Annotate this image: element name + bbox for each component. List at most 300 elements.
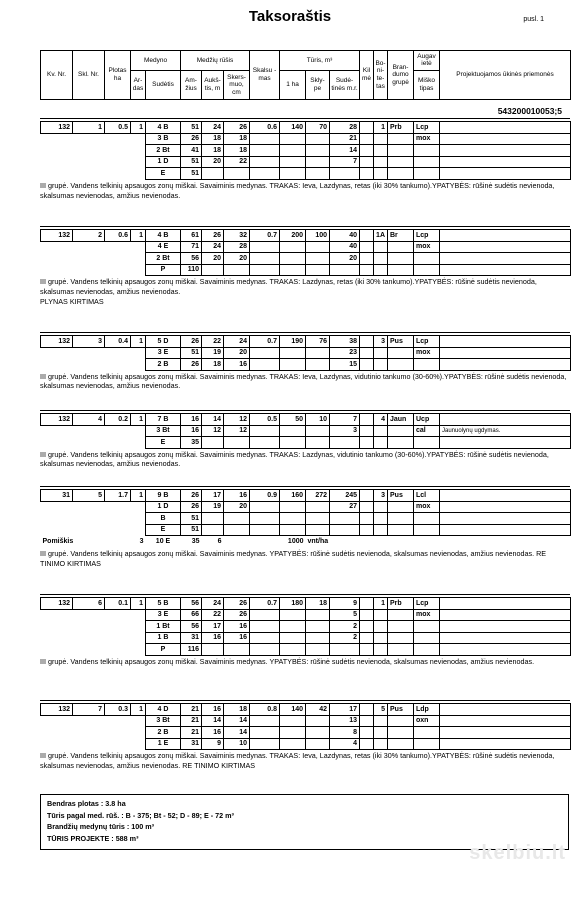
- table-cell: 1 Bt: [146, 621, 181, 633]
- table-cell: [388, 133, 414, 145]
- table-cell: [360, 133, 374, 145]
- table-cell: [306, 437, 330, 449]
- table-cell: 0.3: [105, 704, 131, 716]
- stand-table: [40, 335, 571, 371]
- table-cell: [41, 644, 73, 656]
- stand-table: [40, 597, 571, 656]
- table-cell: [224, 437, 250, 449]
- table-cell: [440, 598, 571, 610]
- table-cell: 3 B: [146, 133, 181, 145]
- table-cell: [280, 437, 306, 449]
- table-cell: [250, 727, 280, 739]
- table-cell: E: [146, 168, 181, 180]
- table-cell: 26: [181, 133, 202, 145]
- hdr-sudetis: Sudėtis: [146, 70, 181, 99]
- table-cell: 1: [131, 490, 146, 502]
- table-cell: [360, 168, 374, 180]
- table-cell: 0.7: [250, 230, 280, 242]
- table-cell: 7: [330, 156, 360, 168]
- table-cell: [202, 644, 224, 656]
- table-cell: [306, 264, 330, 276]
- table-cell: [388, 264, 414, 276]
- hdr-amzius: Am-žius: [181, 70, 202, 99]
- table-cell: 26: [224, 598, 250, 610]
- table-cell: 110: [181, 264, 202, 276]
- table-cell: [374, 156, 388, 168]
- table-cell: [414, 727, 440, 739]
- table-cell: [224, 168, 250, 180]
- table-cell: [306, 632, 330, 644]
- table-cell: [440, 704, 571, 716]
- table-cell: [131, 241, 146, 253]
- table-cell: 26: [181, 359, 202, 371]
- table-cell: [105, 715, 131, 727]
- table-cell: [73, 156, 105, 168]
- table-cell: [360, 122, 374, 134]
- table-row: [41, 598, 571, 610]
- table-cell: 20: [202, 156, 224, 168]
- table-cell: [374, 501, 388, 513]
- table-cell: 18: [202, 359, 224, 371]
- table-cell: [388, 425, 414, 437]
- table-cell: E: [146, 437, 181, 449]
- table-cell: 2 B: [146, 359, 181, 371]
- table-cell: [306, 715, 330, 727]
- table-cell: [41, 241, 73, 253]
- table-cell: [131, 644, 146, 656]
- table-cell: [374, 727, 388, 739]
- table-cell: 5 B: [146, 598, 181, 610]
- table-cell: [330, 168, 360, 180]
- table-cell: [414, 145, 440, 157]
- table-cell: 9: [330, 598, 360, 610]
- table-cell: 16: [202, 704, 224, 716]
- table-cell: 0.2: [105, 414, 131, 426]
- table-cell: 0.6: [105, 230, 131, 242]
- table-cell: Ldp: [414, 704, 440, 716]
- table-cell: [131, 513, 146, 525]
- table-cell: [280, 513, 306, 525]
- table-cell: 0.6: [250, 122, 280, 134]
- table-cell: [388, 253, 414, 265]
- table-cell: [440, 241, 571, 253]
- table-cell: [131, 632, 146, 644]
- table-cell: 1.7: [105, 490, 131, 502]
- pomiskis-cell: 35: [191, 537, 200, 545]
- table-cell: [250, 133, 280, 145]
- table-cell: [388, 609, 414, 621]
- table-cell: 4 D: [146, 704, 181, 716]
- table-cell: [131, 609, 146, 621]
- table-cell: 18: [306, 598, 330, 610]
- table-cell: 31: [181, 632, 202, 644]
- table-row: [41, 738, 571, 750]
- table-cell: 18: [202, 133, 224, 145]
- table-row: [41, 727, 571, 739]
- table-cell: 3: [374, 490, 388, 502]
- table-cell: [360, 264, 374, 276]
- table-cell: [360, 336, 374, 348]
- table-cell: [440, 347, 571, 359]
- table-cell: 116: [181, 644, 202, 656]
- table-cell: 132: [41, 336, 73, 348]
- table-row: [41, 704, 571, 716]
- table-cell: [41, 264, 73, 276]
- table-cell: [306, 359, 330, 371]
- table-cell: 190: [280, 336, 306, 348]
- table-cell: [374, 264, 388, 276]
- table-cell: 4: [330, 738, 360, 750]
- table-cell: [388, 145, 414, 157]
- table-cell: [280, 253, 306, 265]
- table-cell: [105, 264, 131, 276]
- table-cell: [388, 644, 414, 656]
- table-cell: 14: [330, 145, 360, 157]
- table-cell: 35: [181, 437, 202, 449]
- table-cell: Pus: [388, 704, 414, 716]
- table-cell: [131, 133, 146, 145]
- table-cell: 10: [224, 738, 250, 750]
- table-cell: [105, 513, 131, 525]
- table-cell: [41, 715, 73, 727]
- table-cell: [440, 513, 571, 525]
- table-cell: P: [146, 264, 181, 276]
- table-row: [41, 133, 571, 145]
- table-cell: [440, 230, 571, 242]
- hdr-kilme: Kil mė: [360, 51, 374, 100]
- table-cell: 14: [202, 715, 224, 727]
- table-cell: [440, 715, 571, 727]
- table-cell: [374, 168, 388, 180]
- hdr-medziu-rusis: Medžių rūšis: [181, 51, 250, 71]
- table-row: [41, 715, 571, 727]
- table-row: [41, 230, 571, 242]
- table-cell: [306, 609, 330, 621]
- table-cell: [73, 609, 105, 621]
- table-cell: 160: [280, 490, 306, 502]
- table-row: [41, 501, 571, 513]
- table-row: [41, 425, 571, 437]
- table-cell: 24: [224, 336, 250, 348]
- table-cell: [360, 704, 374, 716]
- table-cell: [360, 644, 374, 656]
- table-cell: [440, 609, 571, 621]
- table-cell: [131, 145, 146, 157]
- table-cell: [306, 133, 330, 145]
- table-cell: 20: [224, 501, 250, 513]
- table-cell: [440, 168, 571, 180]
- table-cell: [73, 501, 105, 513]
- table-cell: [330, 513, 360, 525]
- table-row: [41, 336, 571, 348]
- table-row: [41, 644, 571, 656]
- table-cell: [224, 524, 250, 536]
- table-row: [41, 241, 571, 253]
- summary-project-volume: TŪRIS PROJEKTE : 588 m³: [47, 833, 139, 843]
- table-cell: [414, 513, 440, 525]
- table-cell: oxn: [414, 715, 440, 727]
- block-separator: [40, 118, 570, 119]
- table-cell: 1 B: [146, 632, 181, 644]
- table-cell: [306, 738, 330, 750]
- table-cell: [131, 168, 146, 180]
- table-cell: [440, 644, 571, 656]
- table-cell: [250, 715, 280, 727]
- table-cell: 2: [330, 632, 360, 644]
- table-cell: 51: [181, 513, 202, 525]
- table-cell: [440, 336, 571, 348]
- table-cell: 26: [224, 122, 250, 134]
- stand-note: III grupė. Vandens telkinių apsaugos zonų miškai. Savaiminis medynas. TRAKAS: Ieva, Lazdynas, retas (iki 30% tankumo).YPATYBĖS: rūšinė sudėtis nevienoda, skalsumas nevienodas, amžius nevienodas. RE TINIMO KIRTIMAS: [40, 751, 555, 770]
- table-cell: [374, 347, 388, 359]
- table-cell: 26: [181, 336, 202, 348]
- table-cell: [41, 145, 73, 157]
- table-cell: B: [146, 513, 181, 525]
- table-cell: 3 Bt: [146, 715, 181, 727]
- table-cell: 1: [374, 598, 388, 610]
- table-cell: [131, 425, 146, 437]
- stand-note: III grupė. Vandens telkinių apsaugos zonų miškai. Savaiminis medynas. TRAKAS: Ieva, Lazdynas, vidutinio tankumo (30-60%).YPATYBĖS: rūšinė sudėtis nevienoda, skalsumas nevienodas, amžius nevienodas.: [40, 371, 567, 391]
- table-cell: [131, 437, 146, 449]
- table-cell: [280, 524, 306, 536]
- table-cell: [250, 738, 280, 750]
- table-cell: 5: [330, 609, 360, 621]
- table-cell: 40: [330, 241, 360, 253]
- table-cell: [250, 145, 280, 157]
- table-cell: [41, 738, 73, 750]
- table-cell: [41, 359, 73, 371]
- table-cell: 7: [330, 414, 360, 426]
- table-cell: 1 D: [146, 501, 181, 513]
- table-cell: [250, 632, 280, 644]
- table-cell: [306, 425, 330, 437]
- table-cell: Lcp: [414, 598, 440, 610]
- table-cell: 0.5: [105, 122, 131, 134]
- table-cell: [280, 738, 306, 750]
- table-cell: [374, 133, 388, 145]
- table-cell: 10: [306, 414, 330, 426]
- table-cell: 180: [280, 598, 306, 610]
- table-cell: [414, 359, 440, 371]
- table-cell: [105, 437, 131, 449]
- table-cell: [73, 133, 105, 145]
- table-cell: [41, 501, 73, 513]
- stand-note: III grupė. Vandens telkinių apsaugos zonų miškai. Savaiminis medynas. TRAKAS: Ieva, Lazdynas, retas (iki 30% tankumo).YPATYBĖS: rūšinė sudėtis nevienoda, skalsumas nevienodas, amžius nevienodas.: [40, 181, 555, 200]
- table-cell: 16: [224, 490, 250, 502]
- table-cell: 16: [224, 632, 250, 644]
- table-cell: 3 E: [146, 347, 181, 359]
- table-cell: [306, 644, 330, 656]
- table-cell: 132: [41, 704, 73, 716]
- table-cell: [440, 414, 571, 426]
- hdr-plotas: Plotas ha: [105, 51, 131, 100]
- table-cell: 2 Bt: [146, 145, 181, 157]
- table-cell: 12: [224, 425, 250, 437]
- table-cell: Pus: [388, 336, 414, 348]
- table-cell: 16: [202, 727, 224, 739]
- table-cell: [330, 437, 360, 449]
- table-cell: 1 E: [146, 738, 181, 750]
- table-cell: [105, 632, 131, 644]
- block-separator: [40, 700, 570, 701]
- table-cell: [440, 253, 571, 265]
- table-cell: Prb: [388, 122, 414, 134]
- table-cell: Prb: [388, 598, 414, 610]
- table-cell: [131, 253, 146, 265]
- hdr-augaviete: Augav ietė: [414, 51, 440, 71]
- table-cell: [414, 644, 440, 656]
- stand-note: III grupė. Vandens telkinių apsaugos zonų miškai. Savaiminis medynas. YPATYBĖS: rūšinė sudėtis nevienoda, skalsumas nevienodas, amžius nevienodas.: [40, 657, 535, 666]
- table-cell: [250, 609, 280, 621]
- table-cell: [202, 264, 224, 276]
- table-cell: 14: [224, 715, 250, 727]
- table-cell: [360, 524, 374, 536]
- table-cell: E: [146, 524, 181, 536]
- table-cell: mox: [414, 347, 440, 359]
- table-cell: 18: [224, 145, 250, 157]
- table-cell: mox: [414, 133, 440, 145]
- table-cell: [105, 644, 131, 656]
- table-cell: 14: [224, 727, 250, 739]
- table-cell: [388, 241, 414, 253]
- hdr-skl: Skl. Nr.: [73, 51, 105, 100]
- table-cell: 15: [330, 359, 360, 371]
- table-cell: [250, 621, 280, 633]
- table-cell: [360, 501, 374, 513]
- table-cell: 2 Bt: [146, 253, 181, 265]
- table-cell: [41, 609, 73, 621]
- table-cell: [73, 253, 105, 265]
- table-cell: 132: [41, 122, 73, 134]
- table-cell: [105, 145, 131, 157]
- pomiskis-cell: 3: [139, 537, 144, 545]
- table-cell: [388, 437, 414, 449]
- table-cell: 21: [181, 727, 202, 739]
- table-cell: [280, 644, 306, 656]
- table-cell: [105, 347, 131, 359]
- pomiskis-cell: 1000: [287, 537, 304, 545]
- table-cell: Lcl: [414, 490, 440, 502]
- table-cell: [280, 727, 306, 739]
- table-cell: 3: [330, 425, 360, 437]
- table-cell: 41: [181, 145, 202, 157]
- table-cell: [224, 264, 250, 276]
- table-cell: Pus: [388, 490, 414, 502]
- table-cell: 21: [181, 715, 202, 727]
- table-cell: [41, 168, 73, 180]
- table-cell: [306, 347, 330, 359]
- table-cell: [105, 168, 131, 180]
- table-row: [41, 621, 571, 633]
- table-cell: 27: [330, 501, 360, 513]
- table-cell: 0.7: [250, 336, 280, 348]
- table-cell: 28: [224, 241, 250, 253]
- table-cell: [388, 621, 414, 633]
- table-cell: [41, 437, 73, 449]
- table-cell: [41, 727, 73, 739]
- table-cell: [73, 241, 105, 253]
- table-cell: 3 Bt: [146, 425, 181, 437]
- table-cell: [414, 437, 440, 449]
- table-cell: [73, 359, 105, 371]
- hdr-misko-tipas: Miško tipas: [414, 70, 440, 99]
- table-cell: [280, 715, 306, 727]
- table-cell: [280, 632, 306, 644]
- table-cell: 4 B: [146, 122, 181, 134]
- table-cell: [131, 524, 146, 536]
- table-cell: 21: [181, 704, 202, 716]
- table-cell: [280, 168, 306, 180]
- table-cell: [374, 738, 388, 750]
- table-cell: 1: [131, 336, 146, 348]
- block-separator: [40, 226, 570, 227]
- table-cell: 26: [181, 501, 202, 513]
- table-cell: 26: [181, 490, 202, 502]
- page-title: Taksoraštis: [248, 8, 332, 25]
- table-cell: Br: [388, 230, 414, 242]
- table-cell: 38: [330, 336, 360, 348]
- table-cell: [250, 501, 280, 513]
- stand-table: [40, 121, 571, 180]
- table-row: [41, 145, 571, 157]
- table-cell: [73, 738, 105, 750]
- table-cell: [388, 727, 414, 739]
- table-cell: [374, 513, 388, 525]
- hdr-aukstis: Aukš-tis, m: [202, 70, 224, 99]
- table-cell: 32: [224, 230, 250, 242]
- table-cell: [440, 133, 571, 145]
- table-cell: [360, 513, 374, 525]
- table-cell: [360, 632, 374, 644]
- table-cell: [440, 727, 571, 739]
- table-cell: [440, 490, 571, 502]
- table-row: [41, 524, 571, 536]
- block-separator: [40, 332, 570, 333]
- table-cell: [250, 437, 280, 449]
- table-cell: [73, 727, 105, 739]
- table-cell: 20: [202, 253, 224, 265]
- table-cell: 56: [181, 621, 202, 633]
- table-cell: [131, 621, 146, 633]
- table-cell: [105, 241, 131, 253]
- table-cell: [41, 425, 73, 437]
- table-cell: 4 E: [146, 241, 181, 253]
- table-cell: 12: [202, 425, 224, 437]
- stand-note: III grupė. Vandens telkinių apsaugos zonų miškai. Savaiminis medynas. YPATYBĖS: rūšinė sudėtis nevienoda, skalsumas nevienodas, amžius nevienodas. RE TINIMO KIRTIMAS: [40, 549, 547, 568]
- table-cell: 13: [330, 715, 360, 727]
- table-cell: 50: [280, 414, 306, 426]
- table-cell: [73, 347, 105, 359]
- table-cell: [131, 727, 146, 739]
- table-cell: 3: [73, 336, 105, 348]
- table-cell: [388, 501, 414, 513]
- table-cell: [414, 632, 440, 644]
- pomiskis-row: [41, 536, 571, 547]
- table-cell: [306, 253, 330, 265]
- table-cell: 0.1: [105, 598, 131, 610]
- table-cell: mox: [414, 609, 440, 621]
- table-cell: [360, 425, 374, 437]
- table-cell: 16: [224, 359, 250, 371]
- table-cell: 1: [131, 598, 146, 610]
- table-cell: 7: [73, 704, 105, 716]
- table-cell: 1 D: [146, 156, 181, 168]
- table-cell: 19: [202, 501, 224, 513]
- table-cell: 56: [181, 253, 202, 265]
- table-cell: [306, 145, 330, 157]
- table-cell: 8: [330, 727, 360, 739]
- hdr-sklype: Skly-pe: [306, 70, 330, 99]
